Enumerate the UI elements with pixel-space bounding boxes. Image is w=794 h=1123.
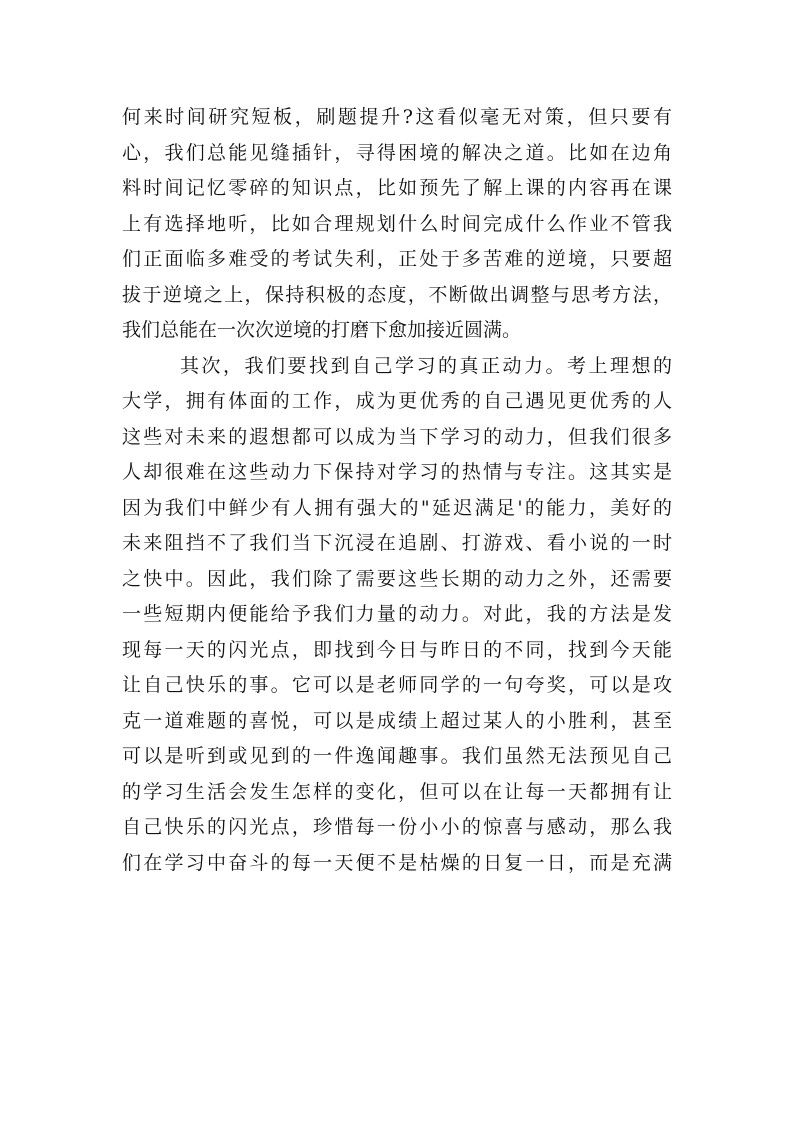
text-line: 我们总能在一次次逆境的打磨下愈加接近圆满。 (122, 319, 522, 341)
text-line: 因为我们中鲜少有人拥有强大的"延迟满足'的能力，美好的 (122, 496, 672, 519)
text-line: 之快中。因此，我们除了需要这些长期的动力之外，还需要 (122, 567, 672, 590)
text-line: 大学，拥有体面的工作，成为更优秀的自己遇见更优秀的人 (122, 390, 672, 412)
text-line: 们正面临多难受的考试失利，正处于多苦难的逆境，只要超 (122, 248, 672, 270)
text-line: 这些对未来的遐想都可以成为当下学习的动力，但我们很多 (122, 425, 672, 448)
text-line: 人却很难在这些动力下保持对学习的热情与专注。这其实是 (122, 461, 672, 483)
text-line: 未来阻挡不了我们当下沉浸在追剧、打游戏、看小说的一时 (122, 532, 672, 554)
text-line: 拔于逆境之上，保持积极的态度，不断做出调整与思考方法， (122, 283, 672, 306)
text-line: 一些短期内便能给予我们力量的动力。对此，我的方法是发 (122, 603, 672, 625)
text-line: 的学习生活会发生怎样的变化，但可以在让每一天都拥有让 (122, 780, 672, 803)
text-line: 心，我们总能见缝插针，寻得困境的解决之道。比如在边角 (122, 141, 672, 164)
text-line: 让自己快乐的事。它可以是老师同学的一句夸奖，可以是攻 (122, 674, 672, 696)
body-text (122, 100, 672, 881)
text-line: 们在学习中奋斗的每一天便不是枯燥的日复一日，而是充满 (122, 851, 672, 874)
text-line: 可以是听到或见到的一件逸闻趣事。我们虽然无法预见自己 (122, 745, 672, 767)
text-line: 克一道难题的喜悦，可以是成绩上超过某人的小胜利，甚至 (122, 709, 672, 732)
text-line: 料时间记忆零碎的知识点，比如预先了解上课的内容再在课 (122, 177, 672, 199)
text-line: 何来时间研究短板，刷题提升?这看似毫无对策，但只要有 (122, 106, 672, 128)
text-line: 上有选择地听，比如合理规划什么时间完成什么作业不管我 (122, 212, 672, 235)
text-line: 现每一天的闪光点，即找到今日与昨日的不同，找到今天能 (122, 638, 672, 661)
text-line-indented: 其次，我们要找到自己学习的真正动力。考上理想的 (180, 354, 672, 377)
text-line: 自己快乐的闪光点，珍惜每一份小小的惊喜与感动，那么我 (122, 816, 672, 838)
